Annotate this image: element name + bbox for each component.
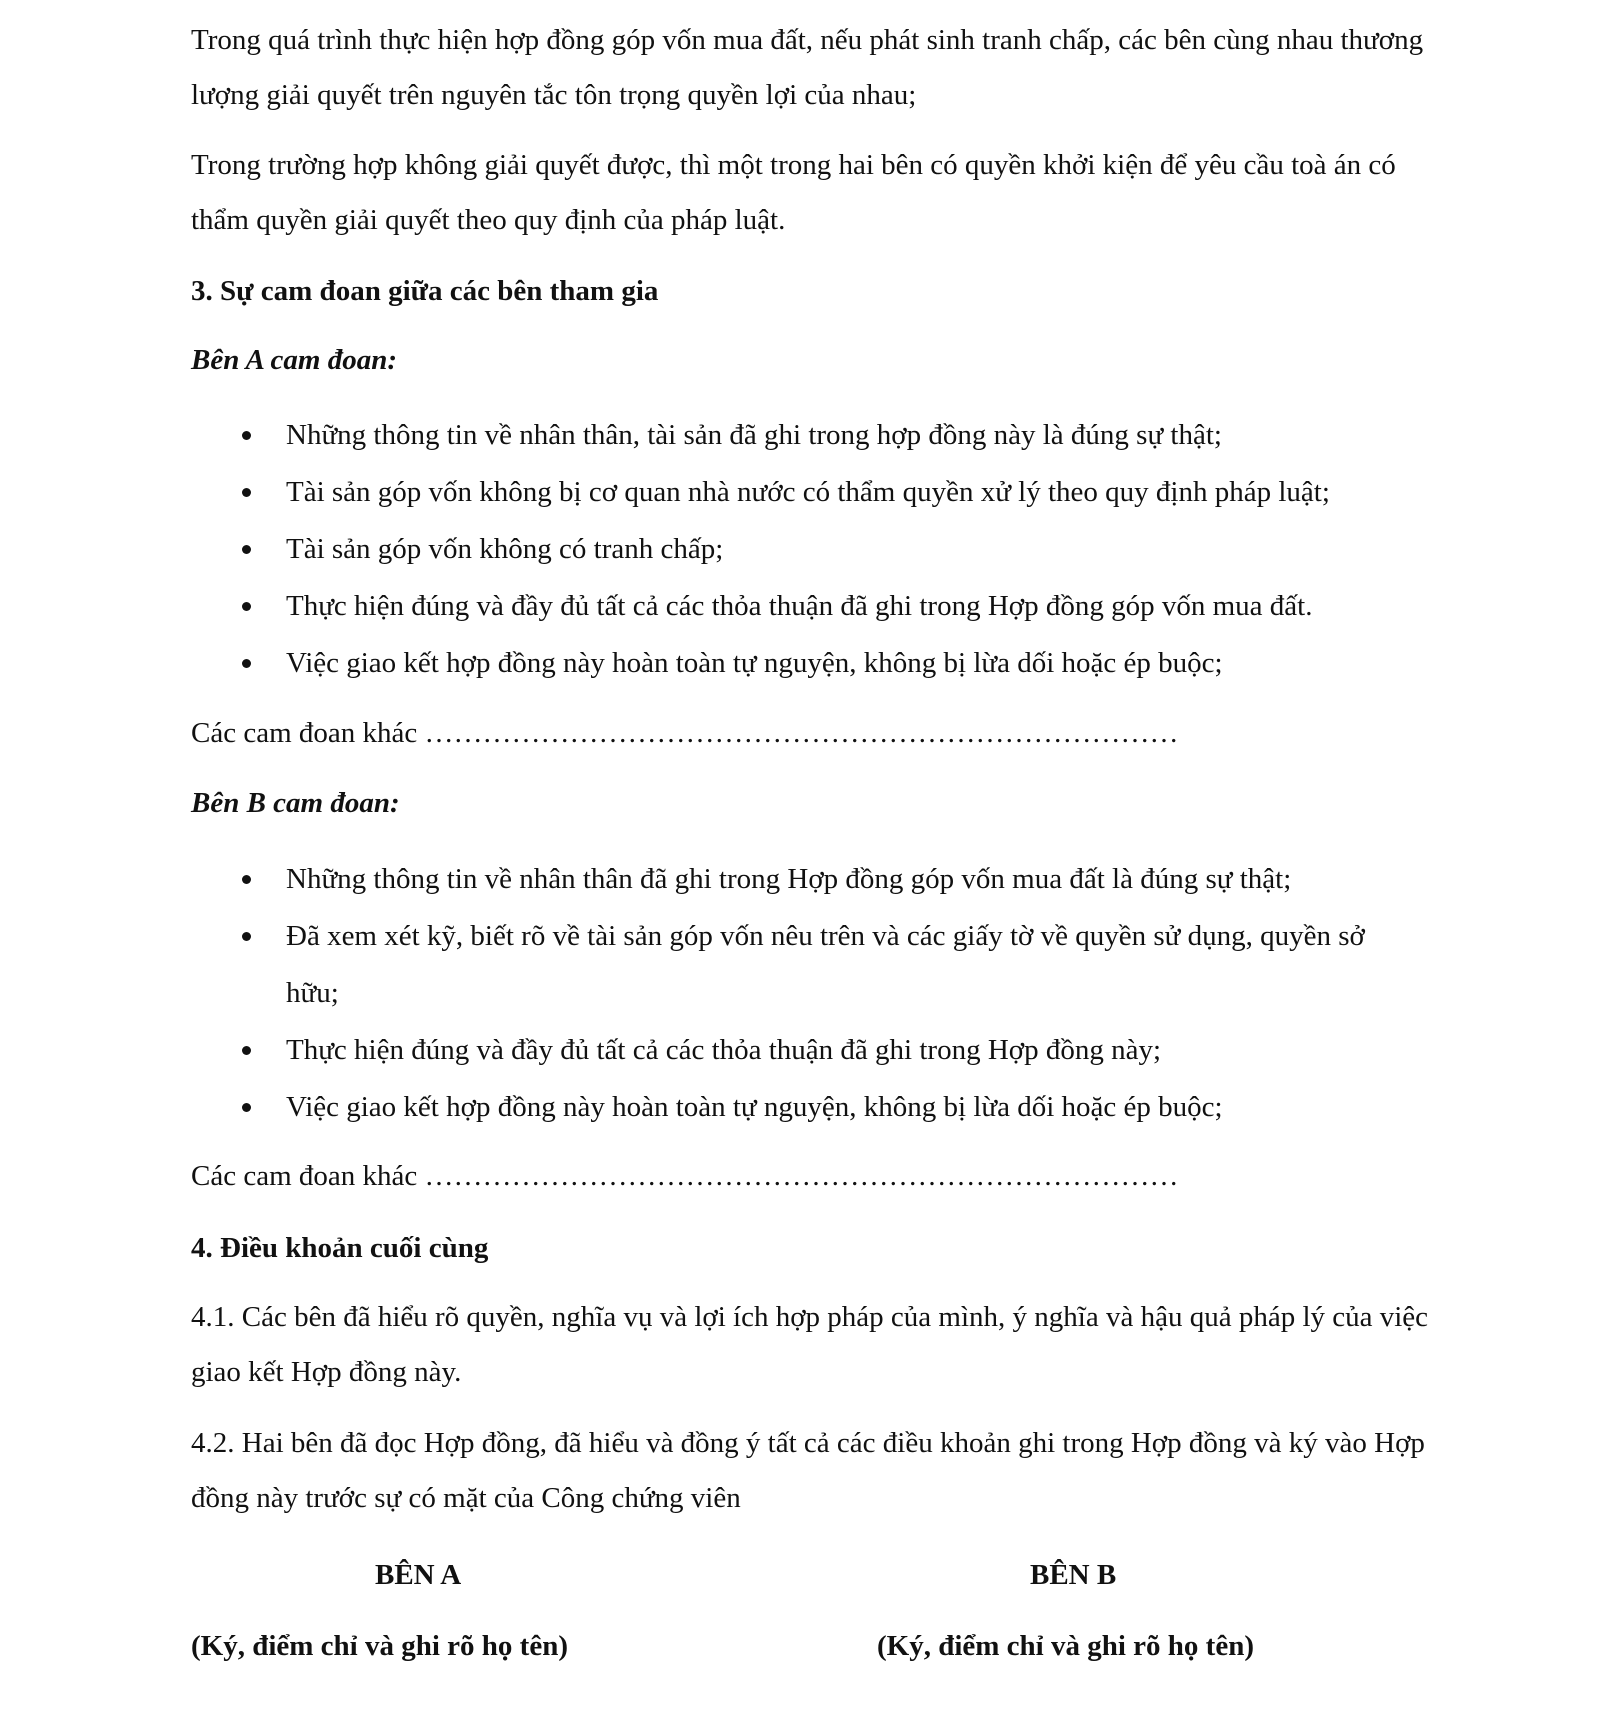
bullet-icon: [242, 659, 251, 668]
party-b-commitment-heading: Bên B cam đoan:: [191, 787, 400, 819]
party-b-commitment-list: [191, 851, 1461, 1136]
list-item: Thực hiện đúng và đầy đủ tất cả các thỏa thuận đã ghi trong Hợp đồng này;: [191, 1022, 1461, 1079]
list-item: Việc giao kết hợp đồng này hoàn toàn tự nguyện, không bị lừa dối hoặc ép buộc;: [191, 635, 1461, 692]
party-b-other-commitments: Các cam đoan khác ……………………………………………………………………: [191, 1160, 1179, 1192]
bullet-icon: [242, 545, 251, 554]
list-item: Đã xem xét kỹ, biết rõ về tài sản góp vốn nêu trên và các giấy tờ về quyền sử dụng, quyền sở hữu;: [191, 908, 1461, 1022]
party-a-commitment-heading: Bên A cam đoan:: [191, 344, 397, 376]
clause-4-1: 4.1. Các bên đã hiểu rõ quyền, nghĩa vụ và lợi ích hợp pháp của mình, ý nghĩa và hậu quả pháp lý của việc giao kết Hợp đồng này.: [191, 1301, 1429, 1388]
list-item: Những thông tin về nhân thân đã ghi trong Hợp đồng góp vốn mua đất là đúng sự thật;: [191, 851, 1461, 908]
bullet-icon: [242, 488, 251, 497]
list-item: Những thông tin về nhân thân, tài sản đã ghi trong hợp đồng này là đúng sự thật;: [191, 407, 1461, 464]
list-item: Việc giao kết hợp đồng này hoàn toàn tự nguyện, không bị lừa dối hoặc ép buộc;: [191, 1079, 1461, 1136]
section-4-title: 4. Điều khoản cuối cùng: [191, 1232, 489, 1264]
paragraph-court-resolution: Trong trường hợp không giải quyết được, thì một trong hai bên có quyền khởi kiện để yêu cầu toà án có thẩm quyền giải quyết theo quy định của pháp luật.: [191, 149, 1396, 236]
paragraph-dispute-negotiation: Trong quá trình thực hiện hợp đồng góp vốn mua đất, nếu phát sinh tranh chấp, các bên cùng nhau thương lượng giải quyết trên nguyên tắc tôn trọng quyền lợi của nhau;: [191, 24, 1424, 111]
party-a-signature-note: (Ký, điểm chỉ và ghi rõ họ tên): [191, 1630, 568, 1662]
list-item: Tài sản góp vốn không bị cơ quan nhà nước có thẩm quyền xử lý theo quy định pháp luật;: [191, 464, 1461, 521]
section-3-title: 3. Sự cam đoan giữa các bên tham gia: [191, 275, 659, 307]
bullet-icon: [242, 431, 251, 440]
clause-4-2: 4.2. Hai bên đã đọc Hợp đồng, đã hiểu và đồng ý tất cả các điều khoản ghi trong Hợp đồng và ký vào Hợp đồng này trước sự có mặt của Công chứng viên: [191, 1427, 1425, 1514]
bullet-icon: [242, 875, 251, 884]
bullet-icon: [242, 602, 251, 611]
party-a-other-commitments: Các cam đoan khác ……………………………………………………………………: [191, 717, 1179, 749]
list-item: Tài sản góp vốn không có tranh chấp;: [191, 521, 1461, 578]
bullet-icon: [242, 1103, 251, 1112]
party-b-signature-note: (Ký, điểm chỉ và ghi rõ họ tên): [877, 1630, 1254, 1662]
list-item: Thực hiện đúng và đầy đủ tất cả các thỏa thuận đã ghi trong Hợp đồng góp vốn mua đất.: [191, 578, 1461, 635]
party-a-commitment-list: [191, 407, 1461, 692]
party-a-signature-title: BÊN A: [375, 1559, 462, 1591]
party-b-signature-title: BÊN B: [1030, 1559, 1117, 1591]
bullet-icon: [242, 1046, 251, 1055]
bullet-icon: [242, 932, 251, 941]
